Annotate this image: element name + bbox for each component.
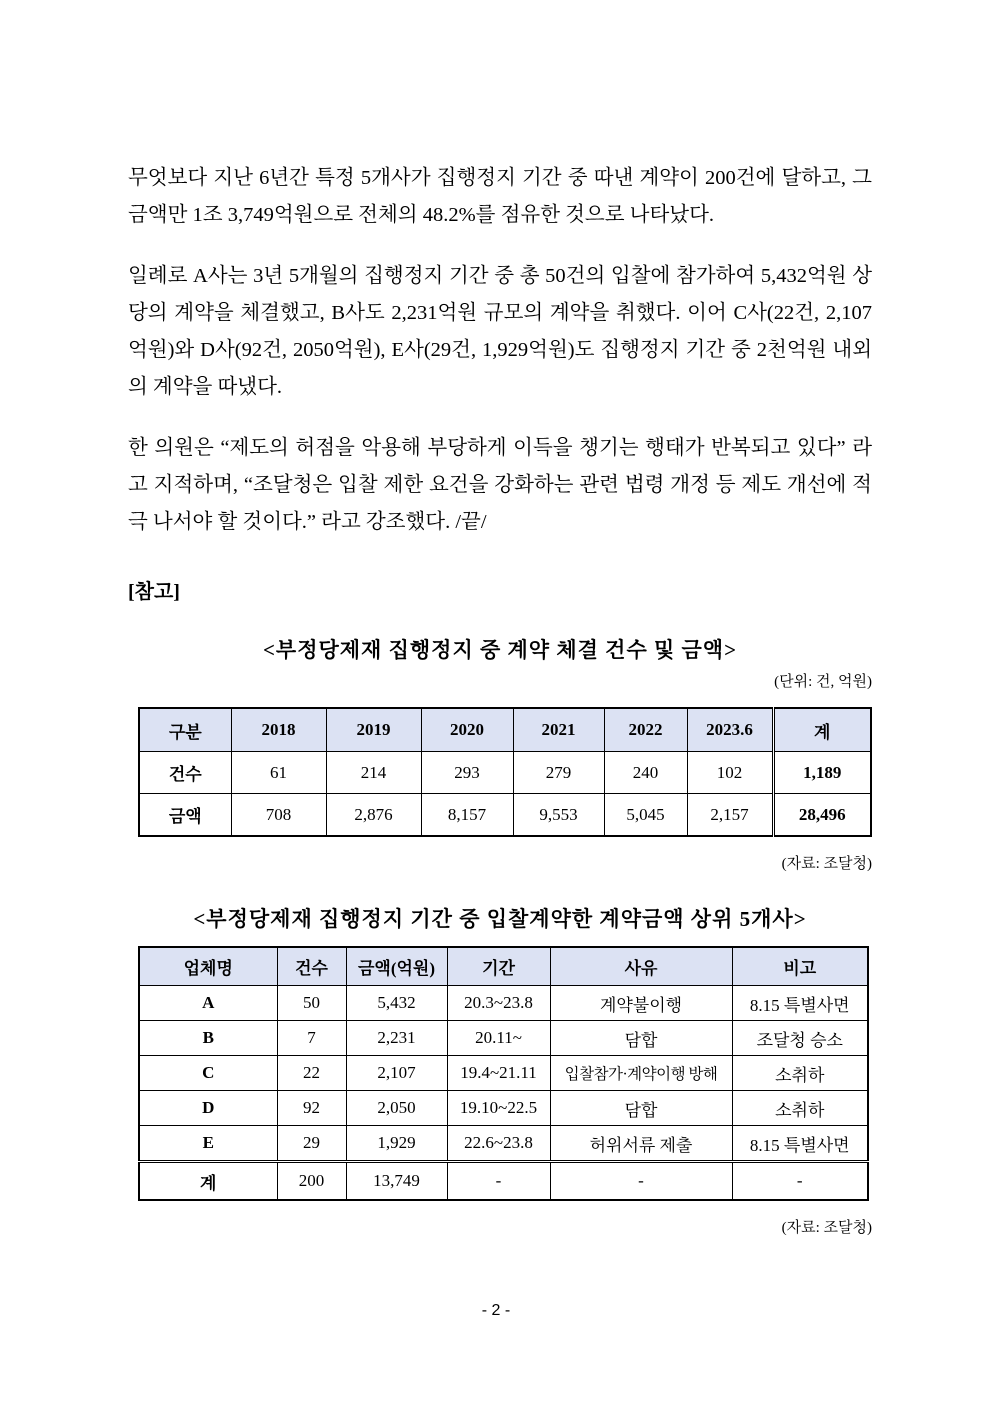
table-cell: 61 <box>231 752 326 794</box>
row-label-cell: 건수 <box>139 752 231 794</box>
table-header-cell: 사유 <box>550 947 732 986</box>
table-header-cell: 건수 <box>277 947 346 986</box>
table-cell: 허위서류 제출 <box>550 1126 732 1162</box>
table-cell: 2,876 <box>326 794 421 837</box>
table-header-cell: 2020 <box>421 708 513 752</box>
table-cell: 214 <box>326 752 421 794</box>
table-row <box>139 986 868 1021</box>
table-cell: 담합 <box>550 1091 732 1126</box>
table-cell: 50 <box>277 986 346 1021</box>
table-cell: 계약불이행 <box>550 986 732 1021</box>
table-row <box>139 752 871 794</box>
table-header-cell: 기간 <box>447 947 550 986</box>
company-cell: 계 <box>139 1162 277 1201</box>
table-cell: 8.15 특별사면 <box>732 986 868 1021</box>
body-paragraph-1: 무엇보다 지난 6년간 특정 5개사가 집행정지 기간 중 따낸 계약이 200건에 달하고, 그 금액만 1조 3,749억원으로 전체의 48.2%를 점유한 것으로 나타났다. <box>128 167 872 226</box>
table-cell: 5,432 <box>346 986 447 1021</box>
table-cell: 입찰참가·계약이행 방해 <box>550 1056 732 1091</box>
table-header-cell: 업체명 <box>139 947 277 986</box>
document-content <box>128 160 872 1237</box>
summary-table-title: <부정당제재 집행정지 중 계약 체결 건수 및 금액> <box>262 638 738 662</box>
table-cell: 8,157 <box>421 794 513 837</box>
table-cell: - <box>550 1162 732 1201</box>
table-cell: - <box>732 1162 868 1201</box>
table-cell: 22 <box>277 1056 346 1091</box>
table-cell: 200 <box>277 1162 346 1201</box>
table-row <box>139 1126 868 1162</box>
table-cell: 7 <box>277 1021 346 1056</box>
table-header-cell: 금액(억원) <box>346 947 447 986</box>
table-header-cell: 2021 <box>513 708 604 752</box>
row-label-cell: 금액 <box>139 794 231 837</box>
table-cell: 29 <box>277 1126 346 1162</box>
table-cell: 8.15 특별사면 <box>732 1126 868 1162</box>
total-cell: 28,496 <box>773 794 871 837</box>
company-cell: D <box>139 1091 277 1126</box>
table-cell: 240 <box>604 752 687 794</box>
body-paragraph-2: 일례로 A사는 3년 5개월의 집행정지 기간 중 총 50건의 입찰에 참가하여 5,432억원 상당의 계약을 체결했고, B사도 2,231억원 규모의 계약을 취했다. 이어 C사(22건, 2,107억원)와 D사(92건, 2050억원), E사(29건, 1,929억원)도 집행정지 기간 중 2천억원 내외의 계약을 따냈다. <box>128 265 872 398</box>
table-cell: 102 <box>687 752 773 794</box>
table-cell: 2,231 <box>346 1021 447 1056</box>
table-header-cell: 2019 <box>326 708 421 752</box>
table-cell: 708 <box>231 794 326 837</box>
table-cell: 소취하 <box>732 1056 868 1091</box>
summary-table <box>138 707 872 837</box>
company-cell: E <box>139 1126 277 1162</box>
top5-table-title: <부정당제재 집행정지 기간 중 입찰계약한 계약금액 상위 5개사> <box>193 907 807 931</box>
page-number: - 2 - <box>481 1302 511 1319</box>
source-note: (자료: 조달청) <box>781 1220 872 1236</box>
top5-table-header-row <box>139 947 868 986</box>
table-header-cell: 2023.6 <box>687 708 773 752</box>
table-cell: 279 <box>513 752 604 794</box>
table-row <box>139 1021 868 1056</box>
table-header-cell: 비고 <box>732 947 868 986</box>
top5-table <box>138 946 869 1201</box>
company-cell: C <box>139 1056 277 1091</box>
table-cell: 92 <box>277 1091 346 1126</box>
company-cell: A <box>139 986 277 1021</box>
body-paragraph-3: 한 의원은 “제도의 허점을 악용해 부당하게 이득을 챙기는 행태가 반복되고 있다” 라고 지적하며, “조달청은 입찰 제한 요건을 강화하는 관련 법령 개정 등 제도 개선에 적극 나서야 할 것이다.” 라고 강조했다. /끝/ <box>128 437 872 533</box>
total-cell: 1,189 <box>773 752 871 794</box>
table-cell: 22.6~23.8 <box>447 1126 550 1162</box>
table-cell: 19.4~21.11 <box>447 1056 550 1091</box>
table-cell: 조달청 승소 <box>732 1021 868 1056</box>
unit-note: (단위: 건, 억원) <box>774 674 872 690</box>
table-header-cell: 구분 <box>139 708 231 752</box>
table-header-cell: 계 <box>773 708 871 752</box>
table-cell: 담합 <box>550 1021 732 1056</box>
source-note: (자료: 조달청) <box>781 856 872 872</box>
table-total-row <box>139 1162 868 1201</box>
table-cell: 13,749 <box>346 1162 447 1201</box>
table-row <box>139 1056 868 1091</box>
table-header-cell: 2018 <box>231 708 326 752</box>
table-cell: 20.3~23.8 <box>447 986 550 1021</box>
table-cell: 2,157 <box>687 794 773 837</box>
table-row <box>139 794 871 837</box>
table-cell: 2,107 <box>346 1056 447 1091</box>
table-cell: 1,929 <box>346 1126 447 1162</box>
table-cell: 9,553 <box>513 794 604 837</box>
summary-table-header-row <box>139 708 871 752</box>
table-header-cell: 2022 <box>604 708 687 752</box>
table-cell: 소취하 <box>732 1091 868 1126</box>
table-cell: 2,050 <box>346 1091 447 1126</box>
table-cell: 19.10~22.5 <box>447 1091 550 1126</box>
table-cell: - <box>447 1162 550 1201</box>
table-cell: 293 <box>421 752 513 794</box>
table-cell: 20.11~ <box>447 1021 550 1056</box>
reference-label: [참고] <box>128 581 180 603</box>
table-cell: 5,045 <box>604 794 687 837</box>
table-row <box>139 1091 868 1126</box>
company-cell: B <box>139 1021 277 1056</box>
